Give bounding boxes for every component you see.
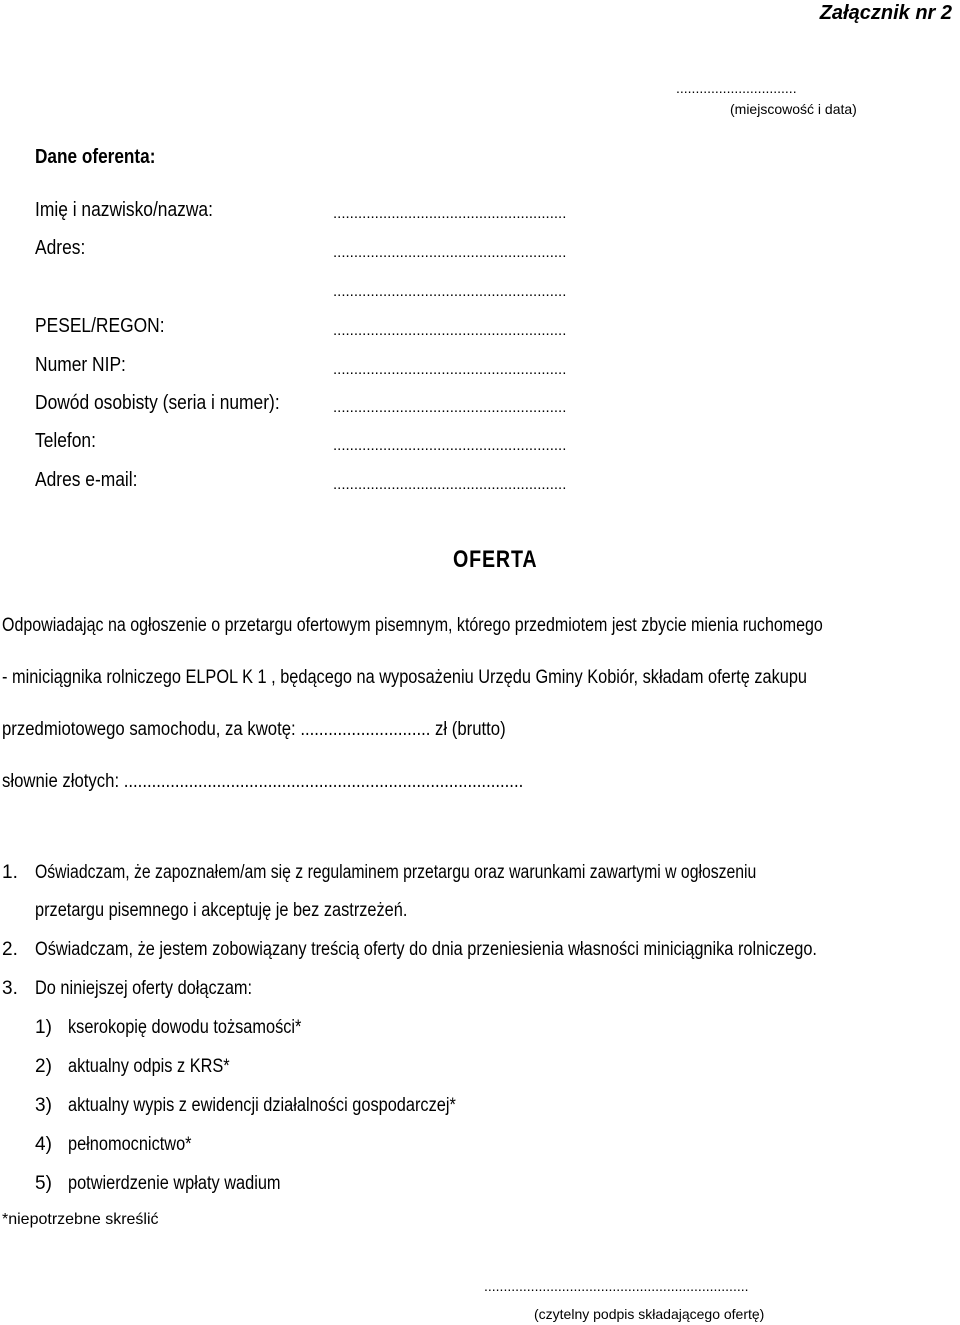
place-date-caption: (miejscowość i data) [730,101,857,117]
place-date-dots[interactable]: ............................... [676,80,797,96]
bidder-heading: Dane oferenta: [35,146,156,168]
statement-number-2: 2. [2,939,18,960]
offer-title: OFERTA [453,546,538,573]
signature-dots[interactable]: .................................................................... [484,1278,749,1294]
statement-number-3: 3. [2,978,18,999]
field-label-nip: Numer NIP: [35,354,126,376]
attachment-item-5: potwierdzenie wpłaty wadium [68,1173,281,1194]
field-value-address-line2[interactable]: ........................................................ [333,283,567,300]
annex-label: Załącznik nr 2 [819,2,952,24]
field-label-address: Adres: [35,237,86,259]
field-label-id-card: Dowód osobisty (seria i numer): [35,392,280,414]
signature-caption: (czytelny podpis składającego ofertę) [534,1306,765,1322]
field-label-pesel-regon: PESEL/REGON: [35,315,165,337]
statement-number-1: 1. [2,862,18,883]
offer-amount-words-line[interactable]: słownie złotych: ...................................................................................... [2,771,524,792]
statement-text-1-line-1: Oświadczam, że zapoznałem/am się z regulaminem przetargu oraz warunkami zawartymi w ogłoszeniu [35,862,757,883]
attachment-item-2: aktualny odpis z KRS* [68,1056,230,1077]
attachment-item-1: kserokopię dowodu tożsamości* [68,1017,302,1038]
offer-paragraph-line-2: - miniciągnika rolniczego ELPOL K 1 , będącego na wyposażeniu Urzędu Gminy Kobiór, składam ofertę zakupu [2,667,808,688]
attachment-number-3: 3) [35,1095,52,1116]
attachment-number-2: 2) [35,1056,52,1077]
attachment-item-3: aktualny wypis z ewidencji działalności gospodarczej* [68,1095,456,1116]
statement-text-3: Do niniejszej oferty dołączam: [35,978,253,999]
field-label-phone: Telefon: [35,430,96,452]
statement-text-1-line-2: przetargu pisemnego i akceptuję je bez zastrzeżeń. [35,900,408,921]
field-value-pesel-regon[interactable]: ........................................................ [333,322,567,339]
attachment-number-1: 1) [35,1017,52,1038]
field-value-email[interactable]: ........................................................ [333,476,567,493]
field-label-name: Imię i nazwisko/nazwa: [35,199,213,221]
offer-amount-line[interactable]: przedmiotowego samochodu, za kwotę: ............................ zł (brutto) [2,719,506,740]
attachment-number-4: 4) [35,1134,52,1155]
attachment-number-5: 5) [35,1173,52,1194]
attachment-item-4: pełnomocnictwo* [68,1134,192,1155]
field-value-id-card[interactable]: ........................................................ [333,399,567,416]
footnote: *niepotrzebne skreślić [2,1211,159,1228]
offer-paragraph-line-1: Odpowiadając na ogłoszenie o przetargu ofertowym pisemnym, którego przedmiotem jest zbycie mienia ruchomego [2,615,823,636]
field-value-phone[interactable]: ........................................................ [333,437,567,454]
field-value-address[interactable]: ........................................................ [333,244,567,261]
field-label-email: Adres e-mail: [35,469,138,491]
field-value-nip[interactable]: ........................................................ [333,361,567,378]
field-value-name[interactable]: ........................................................ [333,205,567,222]
statement-text-2: Oświadczam, że jestem zobowiązany treścią oferty do dnia przeniesienia własności miniciągnika rolniczego. [35,939,817,960]
